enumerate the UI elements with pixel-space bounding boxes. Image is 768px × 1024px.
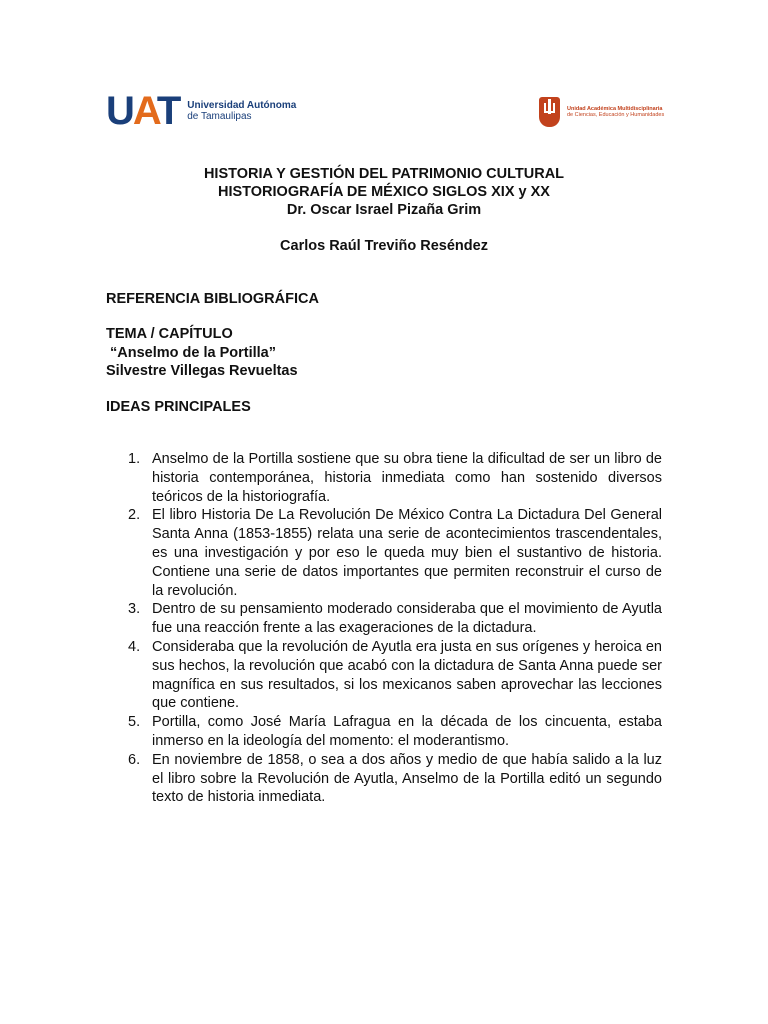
- list-item-number: 3.: [128, 601, 141, 618]
- ideas-list: [128, 450, 662, 807]
- uat-logo-line-1: Universidad Autónoma: [187, 100, 297, 111]
- list-item-number: 6.: [128, 751, 141, 768]
- professor-name: Dr. Oscar Israel Pizaña Grim: [286, 202, 482, 218]
- uam-logo-line-1: Unidad Académica Multidisciplinaria: [567, 105, 663, 112]
- reference-heading: REFERENCIA BIBLIOGRÁFICA: [106, 291, 319, 307]
- uat-logo-mark: [106, 89, 180, 133]
- course-title: HISTORIA Y GESTIÓN DEL PATRIMONIO CULTURAL: [203, 166, 565, 182]
- list-item-text: Dentro de su pensamiento moderado consideraba que el movimiento de Ayutla fue una reacción frente a las exageraciones de la dictadura.: [152, 601, 662, 637]
- chapter-title: “Anselmo de la Portilla”: [110, 345, 276, 361]
- list-item-text: El libro Historia De La Revolución De México Contra La Dictadura Del General Santa Anna (1853-1855) relata una serie de acontecimientos trascendentales, es una investigación y por eso le queda muy bien el sustantivo de historia. Contiene una serie de datos importantes que permiten reconstruir el curso de la revolución.: [152, 507, 662, 599]
- uam-logo-line-2: de Ciencias, Educación y Humanidades: [567, 112, 665, 118]
- student-name: Carlos Raúl Treviño Reséndez: [280, 238, 488, 254]
- list-item: [128, 713, 662, 751]
- list-item: [128, 638, 662, 713]
- uat-logo-line-2: de Tamaulipas: [187, 111, 252, 122]
- uat-logo-letter: A: [132, 89, 157, 133]
- book-author: Silvestre Villegas Revueltas: [106, 363, 298, 379]
- uat-logo-text: [187, 100, 296, 122]
- ideas-heading: IDEAS PRINCIPALES: [106, 399, 251, 415]
- tema-label: TEMA / CAPÍTULO: [106, 326, 233, 342]
- list-item: [128, 751, 662, 807]
- list-item-text: Consideraba que la revolución de Ayutla era justa en sus orígenes y heroica en sus hechos, la revolución que acabó con la dictadura de Santa Anna puede ser magnífica en sus resultados, si los mexicanos saben aprovechar las lecciones que contiene.: [152, 638, 662, 712]
- uat-logo-letter: U: [106, 89, 133, 133]
- uam-logo-text: [567, 106, 664, 119]
- list-item-text: Anselmo de la Portilla sostiene que su obra tiene la dificultad de ser un libro de historia contemporánea, historia inmediata como han sostenido diversos teóricos de la historiografía.: [152, 451, 662, 505]
- list-item-number: 2.: [128, 507, 141, 524]
- list-item-number: 4.: [128, 638, 141, 655]
- subject-title: HISTORIOGRAFÍA DE MÉXICO SIGLOS XIX y XX: [218, 184, 550, 200]
- list-item-text: En noviembre de 1858, o sea a dos años y medio de que había salido a la luz el libro sobre la Revolución de Ayutla, Anselmo de la Portilla editó un segundo texto de historia inmediata.: [152, 751, 662, 806]
- list-item-number: 5.: [128, 714, 141, 731]
- list-item-number: 1.: [128, 451, 141, 467]
- list-item-text: Portilla, como José María Lafragua en la década de los cincuenta, estaba inmerso en la ideología del momento: el moderantismo.: [152, 714, 662, 749]
- shield-icon: [539, 97, 560, 127]
- uat-logo: [106, 89, 297, 133]
- list-item: [128, 600, 662, 638]
- list-item: [128, 450, 662, 506]
- uat-logo-letter: T: [156, 89, 180, 133]
- uam-logo: [539, 96, 664, 128]
- list-item: [128, 506, 662, 600]
